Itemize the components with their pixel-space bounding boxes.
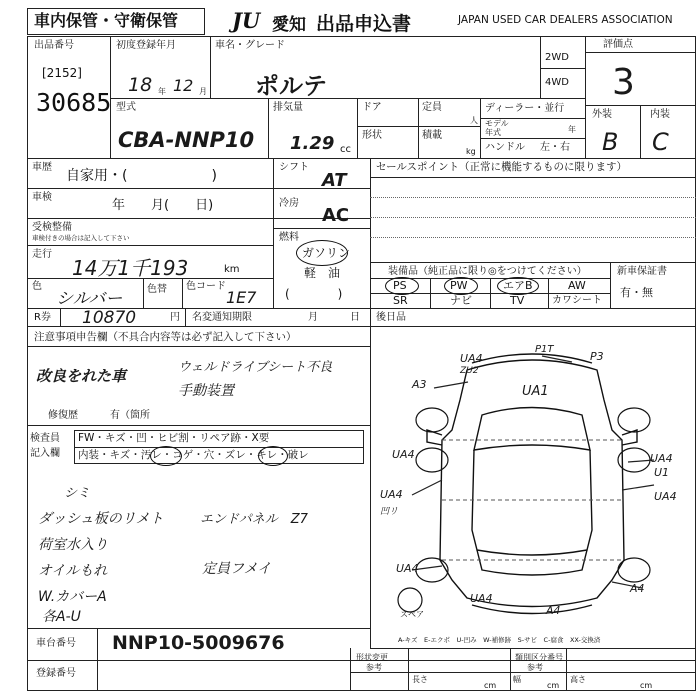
inspector-note-2: ダッシュ板のリメト (38, 511, 164, 527)
diagram-mark-top-3: P1T (535, 344, 554, 355)
equipment-airbag-circle (497, 277, 539, 295)
diagram-mark-top-2: ZU2 (460, 366, 479, 376)
fuel-label: 燃料 (279, 232, 299, 243)
diagram-mark-bottom-1: UA4 (470, 592, 493, 605)
pickup-note: 車検付きの場合は記入して下さい (32, 234, 130, 242)
class-change-note: 参考 (527, 663, 543, 672)
lot-label: 出品番号 (34, 40, 74, 51)
diagram-mark-top-1: UA4 (460, 352, 483, 365)
shape-label: 形状 (362, 130, 382, 141)
inspector-note-5: W.カバーA (38, 589, 107, 605)
equipment-ps-circle (385, 277, 419, 295)
diagram-mark-right-3: UA4 (654, 490, 677, 503)
load-unit: kg (466, 147, 476, 156)
inspector-fw-line: FW・キズ・凹・ヒビ割・リペア跡・X要 (78, 432, 270, 444)
load-label: 積載 (422, 130, 442, 141)
displacement-value: 1.29 (290, 133, 335, 154)
inspector-note-6: 各A-U (42, 609, 81, 625)
inspector-int-circle-1 (150, 446, 182, 466)
registration-year: 18 (128, 74, 153, 96)
ju-logo: JU (232, 8, 261, 33)
score-int-label: 内装 (650, 109, 670, 120)
lot-small-number: [2152] (42, 66, 82, 80)
equipment-tv: TV (510, 294, 525, 307)
drive-2wd: 2WD (545, 52, 569, 63)
notes-right-text-2: 手動装置 (178, 383, 234, 399)
recycle-unit: 円 (170, 312, 180, 323)
registration-month-unit: 月 (199, 87, 207, 96)
capacity-unit: 人 (470, 116, 478, 125)
inspector-label-1: 検査員 (30, 433, 60, 444)
diagram-mark-left-2: UA4 (380, 488, 403, 501)
notes-label: 注意事項申告欄（不具合内容等は必ず記入して下さい） (34, 331, 297, 343)
registration-year-unit: 年 (158, 87, 166, 96)
inspector-note-right-2: 定員フメイ (202, 561, 272, 577)
name-change-day: 日 (350, 312, 360, 323)
width-unit: cm (547, 681, 560, 690)
diagram-mark-top-6: A3 (412, 378, 427, 391)
diagram-mark-bottom-2: A4 (546, 604, 561, 617)
registration-month: 12 (173, 76, 194, 95)
shaken-label: 車検 (32, 192, 52, 203)
length-label: 長さ (412, 675, 428, 684)
color-value: シルバー (56, 289, 123, 309)
org-english: JAPAN USED CAR DEALERS ASSOCIATION (458, 14, 673, 26)
diagram-mark-top-4: P3 (590, 350, 604, 363)
shaken-value: 年 月( 日) (112, 198, 214, 213)
car-name-value: ポルテ (255, 72, 327, 100)
sheet-title: 出品申込書 (316, 13, 412, 35)
shift-value: AT (322, 170, 347, 191)
diagram-spare-label: スペア (400, 610, 424, 619)
diagram-mark-left-4: UA4 (396, 562, 419, 575)
reg-number-label: 登録番号 (36, 668, 76, 679)
history-value: 自家用・( ) (66, 168, 217, 184)
score-ext-value: B (602, 128, 619, 156)
class-change-label: 類別区分番号 (515, 653, 563, 662)
shift-label: シフト (279, 162, 309, 173)
capacity-label: 定員 (422, 102, 442, 113)
equipment-sr: SR (393, 294, 408, 307)
inspector-note-3: 荷室水入り (38, 537, 108, 553)
handle-label: ハンドル (485, 142, 525, 153)
diagram-mark-right-1: UA4 (650, 452, 673, 465)
name-change-label: 名変通知期限 (192, 312, 252, 323)
notes-left-text: 改良をれた車 (36, 367, 127, 385)
color-label: 色 (32, 281, 42, 292)
name-change-month: 月 (308, 312, 318, 323)
inspector-note-4: オイルもれ (38, 563, 108, 579)
diagram-mark-left-1: UA4 (392, 448, 415, 461)
displacement-unit: cc (340, 144, 351, 155)
shape-change-label: 形状変更 (356, 653, 388, 662)
recycle-label: R券 (34, 312, 51, 323)
inspector-int-line: 内装・キズ・汚レ・コゲ・穴・ズレ・キレ・破レ (78, 449, 309, 461)
drive-4wd: 4WD (545, 77, 569, 88)
remarks-label: 後日品 (376, 312, 406, 323)
mileage-label: 走行 (32, 249, 52, 260)
color-code-value: 1E7 (226, 288, 257, 307)
inspector-label-2: 記入欄 (30, 448, 60, 459)
diagram-mark-top-5: UA1 (522, 384, 549, 399)
color-change-label: 色替 (147, 284, 167, 295)
mileage-value: 14万1千193 (72, 256, 189, 280)
recycle-value: 10870 (82, 308, 137, 328)
car-damage-diagram (372, 330, 694, 630)
chassis-label: 車台番号 (36, 638, 76, 649)
score-value: 3 (612, 62, 635, 103)
car-name-label: 車名・グレード (215, 40, 285, 51)
fuel-diesel: 軽 油 (304, 266, 341, 280)
dealer-year-unit: 年 (568, 125, 576, 134)
model-label: 型式 (116, 102, 136, 113)
color-code-label: 色コード (186, 281, 226, 292)
storage-label: 車内保管・守衛保管 (34, 11, 179, 30)
sales-point-label: セールスポイント（正常に機能するものに限ります） (376, 161, 628, 173)
equipment-pw-circle (444, 277, 478, 295)
diagram-mark-right-2: U1 (654, 466, 670, 479)
inspector-note-right-1: エンドパネル Z7 (200, 512, 308, 527)
inspector-note-1: シミ (64, 486, 91, 501)
ac-label: 冷房 (279, 198, 299, 209)
equipment-aw: AW (568, 279, 586, 292)
ac-value: AC (322, 205, 350, 226)
fuel-gasoline: ガソリン (302, 246, 351, 260)
lot-number: 30685 (36, 88, 112, 117)
new-car-label: 新車保証書 (617, 266, 667, 277)
repair-value: 有（箇所 (110, 410, 150, 421)
equipment-ps: PS (393, 279, 407, 292)
damage-legend: A-キズ E-エクボ U-凹み W-補修跡 S-サビ C-腐食 XX-交換済 (398, 636, 601, 644)
dealer-label: ディーラー・並行 (485, 103, 565, 114)
width-label: 幅 (513, 675, 521, 684)
height-unit: cm (640, 681, 653, 690)
score-int-value: C (652, 128, 669, 156)
registration-label: 初度登録年月 (116, 40, 176, 51)
history-label: 車歴 (32, 162, 52, 173)
score-ext-label: 外装 (592, 109, 612, 120)
handle-value: 左・右 (540, 142, 570, 153)
diagram-mark-bottom-3: A4 (630, 582, 645, 595)
chassis-value: NNP10-5009676 (112, 632, 285, 654)
org-name: 愛知 (272, 15, 306, 35)
displacement-label: 排気量 (273, 102, 303, 113)
equipment-pw: PW (450, 279, 468, 292)
fuel-gasoline-circle (296, 240, 351, 266)
height-label: 高さ (570, 675, 586, 684)
mileage-unit: km (224, 264, 240, 275)
length-unit: cm (484, 681, 497, 690)
shape-change-note: 参考 (366, 663, 382, 672)
inspector-int-circle-2 (258, 446, 288, 466)
score-label: 評価点 (603, 39, 633, 50)
equipment-navi: ナビ (450, 294, 472, 307)
dealer-year-label: モデル 年式 (485, 119, 509, 137)
new-car-value: 有・無 (620, 286, 653, 299)
fuel-paren: ( ) (285, 287, 343, 301)
equipment-seat: カワシート (552, 295, 602, 306)
equipment-airbag: エアB (503, 279, 533, 292)
diagram-mark-left-3: 凹リ (380, 507, 399, 517)
doors-label: ドア (362, 102, 382, 113)
pickup-label: 受検整備 (32, 222, 72, 233)
model-value: CBA-NNP10 (118, 128, 255, 152)
repair-label: 修復歴 (48, 410, 78, 421)
equipment-label: 装備品（純正品に限り◎をつけてください） (388, 266, 587, 277)
notes-right-text-1: ウェルドライブシート不良 (178, 360, 333, 375)
